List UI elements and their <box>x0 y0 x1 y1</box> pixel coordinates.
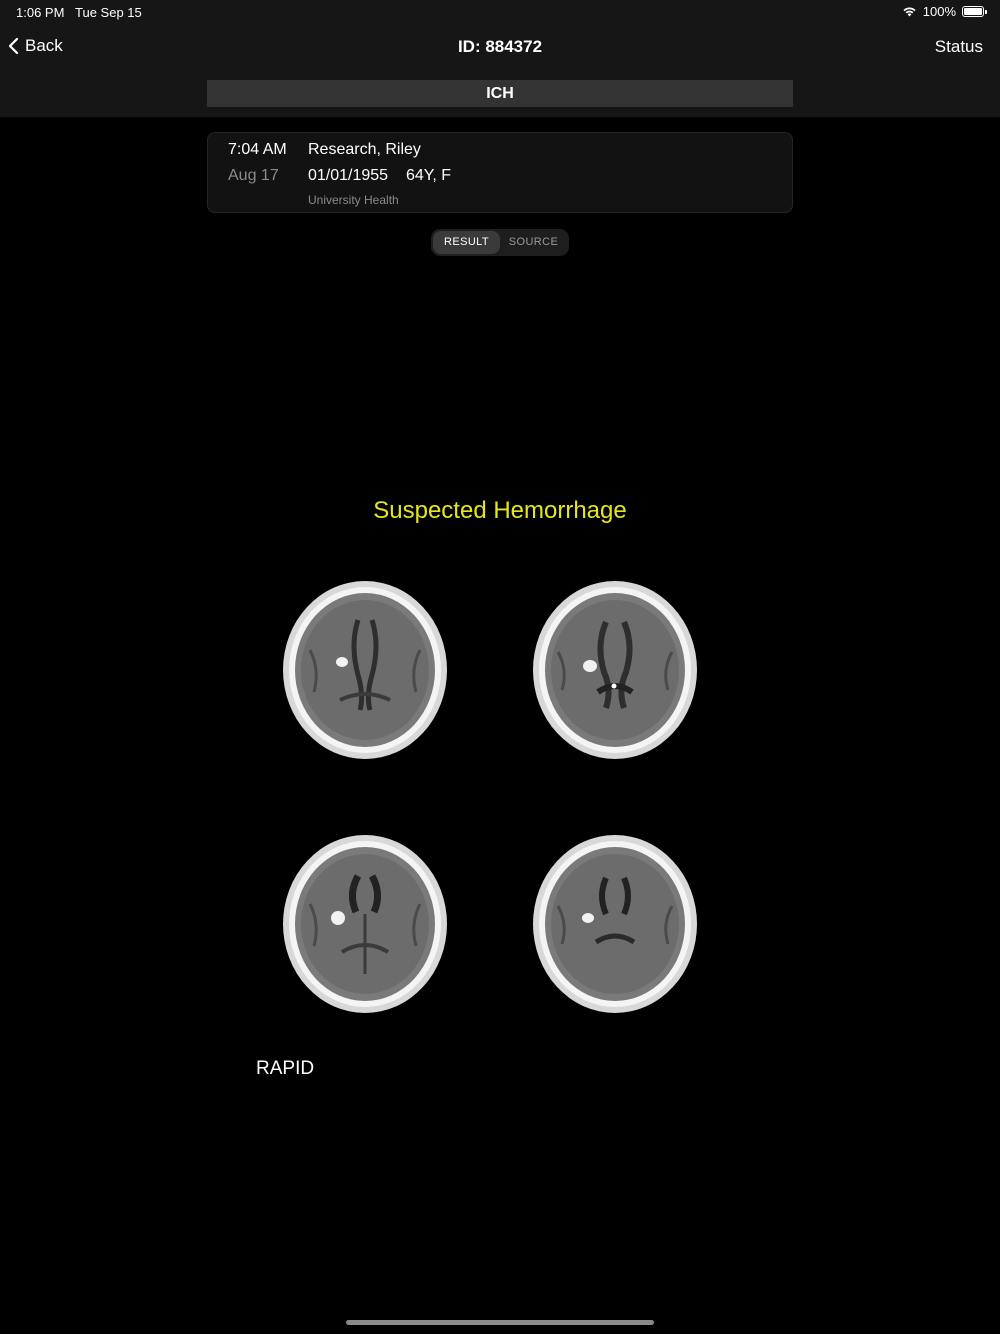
battery-percent: 100% <box>922 4 956 19</box>
patient-name: Research, Riley <box>308 141 421 158</box>
study-date: Aug 17 <box>228 167 279 184</box>
result-title: Suspected Hemorrhage <box>373 497 627 524</box>
view-toggle <box>431 229 569 256</box>
battery-icon <box>962 6 984 17</box>
time-text: 1:06 PM <box>16 5 65 20</box>
wifi-icon <box>902 6 917 17</box>
home-indicator[interactable] <box>346 1320 654 1325</box>
ct-slice-image <box>280 580 450 760</box>
status-button[interactable]: Status <box>934 37 983 56</box>
ct-slice-image <box>530 580 700 760</box>
top-bar <box>0 0 1000 117</box>
study-card[interactable] <box>207 132 793 213</box>
ct-slice-image <box>530 834 700 1014</box>
category-header: ICH <box>207 80 793 107</box>
status-bar-right <box>902 4 984 19</box>
patient-age-sex: 64Y, F <box>406 167 452 184</box>
patient-dob: 01/01/1955 <box>308 167 389 184</box>
date-text: Tue Sep 15 <box>75 5 142 20</box>
study-time: 7:04 AM <box>228 141 287 158</box>
ct-slice-image <box>280 834 450 1014</box>
back-label: Back <box>25 36 63 55</box>
nav-title: ID: 884372 <box>457 37 543 56</box>
tab-result[interactable]: RESULT <box>433 231 500 254</box>
result-footer-label: RAPID <box>256 1058 315 1079</box>
tab-source[interactable]: SOURCE <box>508 236 559 248</box>
institution-name: University Health <box>308 193 399 207</box>
status-bar-time <box>16 5 142 20</box>
